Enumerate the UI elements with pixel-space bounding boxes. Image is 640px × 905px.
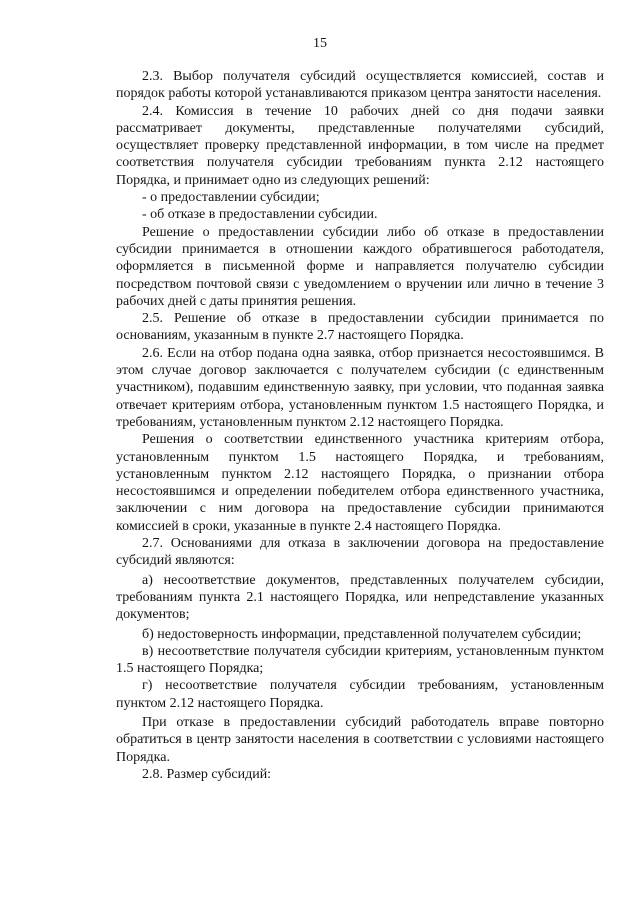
paragraph-2-6: 2.6. Если на отбор подана одна заявка, отбор признается несостоявшимся. В этом случае договор заключается с получателем субсидии (с единственным участником), подавшим единственную заявку, при условии, что поданная заявка отвечает критериям отбора, установленным пунктом 1.5 настоящего Порядка, и требованиям, установленным пунктом 2.12 настоящего Порядка. <box>116 345 604 430</box>
list-item-a: а) несоответствие документов, представленных получателем субсидии, требованиям пункта 2.1 настоящего Порядка, или непредставление указанных документов; <box>116 572 604 623</box>
paragraph-2-7: 2.7. Основаниями для отказа в заключении договора на предоставление субсидий являются: <box>116 536 604 569</box>
list-item-refusal-decision: - об отказе в предоставлении субсидии. <box>142 207 378 223</box>
list-item-grant-decision: - о предоставлении субсидии; <box>142 190 320 206</box>
paragraph-2-3: 2.3. Выбор получателя субсидий осуществляется комиссией, состав и порядок работы которой устанавливаются приказом центра занятости населения. <box>116 69 604 102</box>
list-item-v: в) несоответствие получателя субсидии критериям, установленным пунктом 1.5 настоящего Порядка; <box>116 643 604 677</box>
list-item-g: г) несоответствие получателя субсидии требованиям, установленным пунктом 2.12 настоящего Порядка. <box>116 678 604 711</box>
document-body <box>116 68 604 783</box>
paragraph-2-5: 2.5. Решение об отказе в предоставлении субсидии принимается по основаниям, указанным в пункте 2.7 настоящего Порядка. <box>116 311 604 344</box>
paragraph-2-4: 2.4. Комиссия в течение 10 рабочих дней со дня подачи заявки рассматривает документы, представленные получателями субсидий, осуществляет проверку представленной информации, в том числе на предмет соответствия получателя субсидии требованиям пункта 2.12 настоящего Порядка, и принимает одно из следующих решений: <box>116 103 604 188</box>
paragraph-repeat-application: При отказе в предоставлении субсидий работодатель вправе повторно обратиться в центр занятости населения в соответствии с условиями настоящего Порядка. <box>116 714 604 765</box>
paragraph-decision-procedure: Решение о предоставлении субсидии либо об отказе в предоставлении субсидии принимается в отношении каждого обратившегося работодателя, оформляется в письменной форме и направляется получателю субсидии посредством почтовой связи с уведомлением о вручении или лично в течение 3 рабочих дней с даты принятия решения. <box>116 224 604 309</box>
paragraph-single-participant: Решения о соответствии единственного участника критериям отбора, установленным пунктом 1.5 настоящего Порядка, и требованиям, установленным пунктом 2.12 настоящего Порядка, о признании отбора несостоявшимся и определении победителем отбора единственного участника, заключении с ним договора на предоставление субсидии принимаются комиссией в сроки, указанные в пункте 2.4 настоящего Порядка. <box>116 432 604 534</box>
paragraph-2-8: 2.8. Размер субсидий: <box>142 766 272 782</box>
list-item-b: б) недостоверность информации, представленной получателем субсидии; <box>142 626 582 642</box>
page-number: 15 <box>313 36 327 51</box>
